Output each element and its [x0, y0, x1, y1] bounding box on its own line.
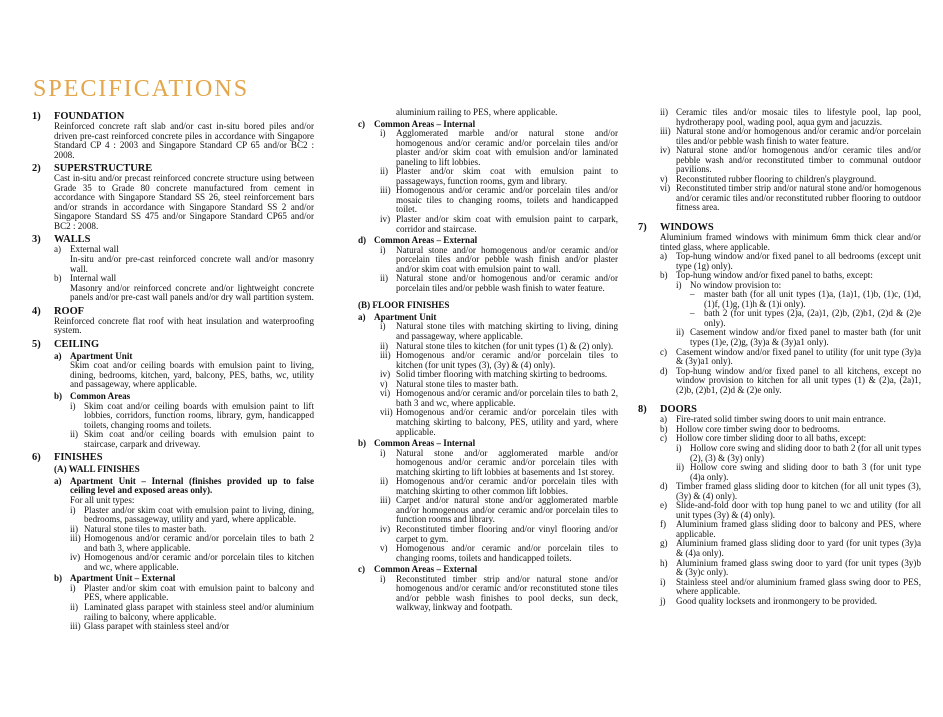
spec-text: Ceramic tiles and/or mosaic tiles to lifestyle pool, lap pool, hydrotherapy pool, wading pool, aqua gym and jacuzzis.: [676, 107, 921, 127]
list-marker: c): [358, 118, 366, 129]
spec-text: Natural stone tiles to master bath.: [396, 378, 519, 389]
spec-text: (B) FLOOR FINISHES: [358, 300, 450, 311]
list-marker: a): [660, 251, 668, 262]
spec-text: Hollow core swing and sliding door to bath 3 (for unit type (4)a only).: [690, 462, 921, 482]
spec-list-item: [638, 463, 921, 482]
spec-text: Reconstituted timber strip and/or natural stone and/or homogenous and/or ceramic and/or reconstituted stone tiles and/or pebble wash finishes to pool decks, sun deck, walkway, linkway and footpath.: [396, 573, 618, 613]
spec-paragraph: [32, 284, 314, 303]
spec-text: For all unit types:: [70, 494, 135, 505]
spec-text: Apartment Unit – Internal (finishes provided up to false ceiling level and exposed areas only).: [70, 475, 314, 496]
spec-list-item: [32, 430, 314, 449]
spec-list-item: [358, 274, 618, 293]
spec-paragraph: [32, 317, 314, 336]
list-marker: c): [660, 433, 668, 444]
list-marker: ii): [70, 523, 79, 534]
spec-list-item: [358, 544, 618, 563]
spec-list-item: [638, 482, 921, 501]
spec-list-item: [638, 501, 921, 520]
list-marker: iv): [70, 552, 81, 563]
spec-paragraph: [32, 361, 314, 390]
spec-list-item: [638, 597, 921, 607]
spec-list-item: [32, 534, 314, 553]
spec-list-item: [638, 328, 921, 347]
spec-text: Reinforced concrete raft slab and/or cast in-situ bored piles and/or driven pre-cast reinforced concrete piles in accordance with Singapore Standard CP 4 : 2003 and Singapore Standard CP 65 and/or BC2 : 2008.: [54, 121, 314, 160]
spec-list-item: [358, 496, 618, 525]
spec-text: Casement window and/or fixed panel to master bath (for unit types (1)e, (2)g, (3y)a & (3y)a1 only).: [690, 327, 921, 348]
spec-list-item: [32, 506, 314, 525]
list-marker: b): [358, 438, 367, 449]
list-marker: h): [660, 557, 668, 568]
spec-list-item: [638, 108, 921, 127]
spec-list-item: [358, 186, 618, 215]
section-number: 4): [32, 305, 41, 317]
spec-text: Internal wall: [70, 273, 117, 284]
list-marker: i): [380, 128, 386, 139]
spec-text: Natural stone and/or agglomerated marble and/or homogenous and/or ceramic and/or porcelain tiles with matching skirting to lift lobbies at basements and 1st storey.: [396, 447, 618, 477]
spec-text: External wall: [70, 244, 119, 255]
list-marker: d): [660, 365, 668, 376]
list-marker: v): [660, 173, 668, 184]
list-marker: b): [54, 573, 63, 584]
section-heading: [32, 452, 314, 463]
spec-text: Reconstituted rubber flooring to children's playground.: [676, 173, 877, 184]
list-marker: i): [380, 244, 386, 255]
spec-column-3: [638, 108, 921, 606]
spec-text: master bath (for all unit types (1)a, (1a)1, (1)b, (1)c, (1)d, (1)f, (1)g, (1)h & (1)i only).: [704, 289, 921, 309]
spec-text: aluminium railing to PES, where applicable.: [396, 107, 558, 117]
spec-text: Natural stone and/or homogenous and/or ceramic and/or porcelain tiles and/or pebble wash finish and/or plaster and/or skim coat with emulsion paint to wall.: [396, 244, 618, 274]
list-marker: a): [660, 414, 668, 425]
list-marker: i): [380, 573, 386, 584]
spec-text: Agglomerated marble and/or natural stone and/or homogenous and/or ceramic and/or porcelain tiles and/or plaster and/or skim coat with emulsion and/or laminated paneling to lift lobbies.: [396, 128, 618, 167]
spec-text: (A) WALL FINISHES: [54, 464, 140, 475]
spec-text: Plaster and/or skim coat with emulsion paint to living, dining, bedrooms, passageway, utility and yard, where applicable.: [84, 504, 314, 525]
spec-list-item: [358, 408, 618, 437]
spec-column-1: [32, 108, 314, 632]
spec-text: Fire-rated solid timber swing doors to unit main entrance.: [676, 414, 886, 425]
list-marker: c): [660, 346, 668, 357]
spec-list-item: [32, 402, 314, 431]
list-marker: vii): [380, 407, 393, 418]
spec-paragraph: [32, 255, 314, 274]
spec-text: Homogenous and/or ceramic and/or porcelain tiles to kitchen and wc, where applicable.: [84, 552, 314, 572]
spec-text: bath 2 (for unit types (2)a, (2a)1, (2)b, (2)b1, (2)d & (2)e only).: [704, 308, 921, 328]
list-marker: ii): [380, 273, 389, 284]
spec-text: Masonry and/or reinforced concrete and/or lightweight concrete panels and/or pre-cast wall panels and/or dry wall partition system.: [70, 282, 314, 303]
section-title: FINISHES: [54, 452, 103, 464]
list-marker: a): [54, 475, 62, 486]
list-marker: ii): [676, 462, 685, 473]
spec-list-item: [358, 129, 618, 167]
spacer: [638, 395, 921, 401]
spec-list-item: [358, 575, 618, 613]
spec-list-item: [358, 525, 618, 544]
spec-text: Natural stone tiles with matching skirting to living, dining and passageway, where applicable.: [396, 321, 618, 342]
list-marker: i): [70, 400, 76, 411]
section-number: 5): [32, 338, 41, 350]
list-marker: v): [380, 543, 388, 554]
section-title: ROOF: [54, 305, 85, 317]
spec-list-item: [638, 539, 921, 558]
section-title: WINDOWS: [660, 222, 714, 234]
spec-list-item: [638, 578, 921, 597]
spec-list-item: [358, 167, 618, 186]
spec-text: Common Areas: [70, 391, 131, 402]
section-title: FOUNDATION: [54, 111, 125, 122]
list-marker: d): [660, 481, 668, 492]
spec-text: Common Areas – Internal: [374, 118, 476, 129]
list-marker: iv): [660, 145, 671, 156]
spec-list-item: [638, 127, 921, 146]
list-marker: b): [54, 391, 63, 402]
section-title: DOORS: [660, 404, 697, 416]
spec-text: Skim coat and/or ceiling boards with emulsion paint to staircase, carpark and driveway.: [84, 429, 314, 449]
spec-text: Casement window and/or fixed panel to utility (for unit type (3y)a & (3y)a1 only).: [676, 346, 921, 367]
list-marker: ii): [70, 601, 79, 612]
spec-text: Top-hung window and/or fixed panel to all bedrooms (except unit type (1g) only).: [676, 251, 921, 271]
spec-list-item: [32, 553, 314, 572]
spec-text: Homogenous and/or ceramic and/or porcelain tiles to changing rooms, toilets and handicapped toilets.: [396, 543, 618, 563]
spec-list-item: [638, 184, 921, 213]
list-marker: –: [690, 289, 695, 300]
section-number: 7): [638, 222, 647, 234]
spec-text: In-situ and/or pre-cast reinforced concrete wall and/or masonry wall.: [70, 254, 314, 274]
spec-text: Skim coat and/or ceiling boards with emulsion paint to living, dining, bedrooms, kitchen, yard, balcony, PES, baths, wc, utility and passageway, where applicable.: [70, 360, 314, 390]
subsection-heading: [32, 465, 314, 475]
spec-text: Solid timber flooring with matching skirting to bedrooms.: [396, 369, 608, 380]
spec-list-item: [638, 348, 921, 367]
list-marker: iv): [380, 369, 391, 380]
list-marker: i): [676, 279, 682, 290]
spec-list-item: [638, 559, 921, 578]
spec-text: Hollow core timber sliding door to all baths, except:: [676, 433, 867, 444]
spacer: [638, 213, 921, 219]
list-marker: iii): [380, 495, 391, 506]
spec-text: Aluminium framed glass sliding door to yard (for unit types (3y)a & (4)a only).: [676, 538, 921, 558]
spacer: [358, 293, 618, 299]
spec-text: Glass parapet with stainless steel and/or: [84, 621, 230, 632]
list-marker: iii): [380, 185, 391, 196]
list-marker: i): [380, 447, 386, 458]
section-heading: [32, 339, 314, 350]
spec-paragraph: [32, 174, 314, 231]
spec-list-item: [32, 603, 314, 622]
spec-list-item: [32, 622, 314, 632]
spec-text: Skim coat and/or ceiling boards with emulsion paint to lift lobbies, corridors, function rooms, library, gym, handicapped toilets, changing rooms and toilets.: [84, 400, 314, 430]
section-title: CEILING: [54, 338, 100, 350]
list-marker: b): [54, 273, 62, 284]
spec-text: Apartment Unit: [374, 311, 437, 322]
list-marker: iii): [70, 533, 81, 544]
list-marker: vi): [660, 183, 671, 194]
spec-paragraph: [638, 233, 921, 252]
list-marker: ii): [380, 340, 389, 351]
spec-list-item: [358, 477, 618, 496]
spec-text: Carpet and/or natural stone and/or agglomerated marble and/or homogenous and/or ceramic and/or porcelain tiles to function rooms and library.: [396, 495, 618, 525]
spec-column-2: [358, 108, 618, 613]
spec-text: Homogenous and/or ceramic and/or porcelain tiles and/or mosaic tiles to changing rooms, toilets and handicapped toilet.: [396, 185, 618, 215]
spec-list-item: [358, 351, 618, 370]
list-marker: iii): [70, 621, 81, 632]
list-marker: ii): [380, 166, 389, 177]
subsection-heading: [358, 301, 618, 311]
list-marker: iii): [660, 126, 671, 137]
spec-text: Timber framed glass sliding door to kitchen (for all unit types (3), (3y) & (4) only).: [676, 481, 921, 501]
list-marker: iv): [380, 523, 391, 534]
section-number: 3): [32, 234, 41, 246]
spec-text: Apartment Unit: [70, 350, 133, 361]
spec-list-item: [638, 309, 921, 328]
section-number: 8): [638, 404, 647, 416]
section-title: WALLS: [54, 234, 91, 246]
spec-text: Hollow core timber swing door to bedrooms.: [676, 423, 840, 434]
spec-paragraph: [32, 122, 314, 160]
list-marker: i): [660, 576, 666, 587]
spec-text: Common Areas – Internal: [374, 438, 476, 449]
list-marker: –: [690, 308, 695, 319]
spec-list-item: [638, 520, 921, 539]
list-marker: b): [660, 270, 668, 281]
spec-text: Homogenous and/or ceramic and/or porcelain tiles to bath 2, bath 3 and wc, where applicable.: [396, 388, 618, 408]
spec-text: Common Areas – External: [374, 564, 478, 575]
list-marker: ii): [660, 107, 669, 117]
list-marker: ii): [380, 476, 389, 487]
spec-text: Natural stone tiles to master bath.: [84, 523, 207, 534]
list-marker: i): [676, 442, 682, 453]
spec-text: Good quality locksets and ironmongery to be provided.: [676, 595, 878, 606]
list-marker: a): [358, 311, 366, 322]
spec-text: Homogenous and/or ceramic and/or porcelain tiles to bath 2 and bath 3, where applicable.: [84, 533, 314, 553]
spec-list-item: [358, 246, 618, 275]
section-title: SUPERSTRUCTURE: [54, 163, 153, 175]
spec-list-item: [638, 367, 921, 396]
spec-text: Homogenous and/or ceramic and/or porcelain tiles with matching skirting to balcony, PES, utility and yard, where applicable.: [396, 407, 618, 437]
section-number: 6): [32, 452, 41, 464]
spec-text: Aluminium framed glass swing door to yard (for unit types (3y)b & (3y)c only).: [676, 557, 921, 578]
list-marker: i): [70, 582, 76, 593]
spec-text: Homogenous and/or ceramic and/or porcelain tiles to kitchen (for unit types (3), (3y) & (4) only).: [396, 350, 618, 370]
list-marker: e): [660, 500, 668, 511]
spec-text: Top-hung window and/or fixed panel to all kitchens, except no window provision to kitchen for all unit types (1) & (2)a, (2a)1, (2)b, (2)b1, (2)d & (2)e only.: [676, 365, 921, 395]
section-number: 2): [32, 163, 41, 175]
list-marker: b): [660, 423, 668, 434]
spec-paragraph: [358, 108, 618, 118]
spec-text: Slide-and-fold door with top hung panel to wc and utility (for all unit types (3y) & (4) only).: [676, 500, 921, 520]
spec-list-item: [638, 252, 921, 271]
spec-list-item: [358, 215, 618, 234]
spec-text: Natural stone and/or homogenous and/or ceramic and/or porcelain tiles and/or pebble wash finish to water feature.: [676, 126, 921, 146]
list-marker: i): [70, 504, 76, 515]
spec-text: Common Areas – External: [374, 235, 478, 246]
spec-text: Homogenous and/or ceramic and/or porcelain tiles with matching skirting to other common lift lobbies.: [396, 476, 618, 496]
list-marker: j): [660, 595, 666, 606]
spec-text: Plaster and/or skim coat with emulsion paint to balcony and PES, where applicable.: [84, 582, 314, 603]
spec-text: Cast in-situ and/or precast reinforced concrete structure using between Grade 35 to Grade 80 concrete manufactured from cement in accordance with Singapore Standard SS 26, steel reinforcement bars and/or strands in accordance with Singapore Standard SS 2 and/or Singapore Standard SS 475 and/or Singapore Standard CP65 and/or BC2 : 2008.: [54, 173, 314, 231]
spec-text: Aluminium framed glass sliding door to balcony and PES, where applicable.: [676, 519, 921, 539]
spec-text: Reconstituted timber strip and/or natural stone and/or homogenous and/or ceramic tiles and/or reconstituted rubber flooring to outdoor fitness area.: [676, 183, 921, 213]
list-marker: v): [380, 378, 388, 389]
spec-text: Stainless steel and/or aluminium framed glass swing door to PES, where applicable.: [676, 576, 921, 597]
spec-list-item: [638, 146, 921, 175]
list-marker: c): [358, 564, 366, 575]
spec-list-item: [638, 290, 921, 309]
spec-text: Natural stone and/or homogenous and/or ceramic and/or porcelain tiles and/or pebble wash finish to water feature.: [396, 273, 618, 293]
spec-text: Top-hung window and/or fixed panel to baths, except:: [676, 270, 873, 281]
spec-text: Plaster and/or skim coat with emulsion paint to passageways, function rooms, gym and library.: [396, 166, 618, 186]
section-number: 1): [32, 111, 41, 122]
spec-text: No window provision to:: [690, 279, 782, 290]
spec-text: Plaster and/or skim coat with emulsion paint to carpark, corridor and staircase.: [396, 214, 618, 234]
spec-list-item: [358, 389, 618, 408]
list-marker: a): [54, 244, 62, 255]
list-marker: d): [358, 235, 367, 246]
list-marker: iii): [380, 350, 391, 361]
spec-text: Natural stone tiles to kitchen (for unit types (1) & (2) only).: [396, 340, 614, 351]
spec-list-item: [32, 584, 314, 603]
list-marker: f): [660, 519, 667, 530]
list-marker: vi): [380, 388, 391, 399]
list-marker: i): [380, 321, 386, 332]
spec-text: Reconstituted timber flooring and/or vinyl flooring and/or carpet to gym.: [396, 523, 618, 544]
list-marker: g): [660, 538, 668, 549]
page-title: SPECIFICATIONS: [33, 76, 250, 102]
spec-text: Natural stone and/or homogenous and/or ceramic tiles and/or pebble wash and/or reconstituted timber to communal outdoor pavilions.: [676, 145, 921, 175]
spec-list-item: [358, 449, 618, 478]
spec-text: Reinforced concrete flat roof with heat insulation and waterproofing system.: [54, 315, 314, 336]
list-marker: ii): [70, 429, 79, 440]
spec-list-item: [638, 444, 921, 463]
spec-text: Laminated glass parapet with stainless steel and/or aluminium railing to balcony, where applicable.: [84, 601, 314, 622]
spec-list-item: [358, 322, 618, 341]
list-marker: a): [54, 350, 62, 361]
spec-text: Aluminium framed windows with minimum 6mm thick clear and/or tinted glass, where applicable.: [660, 232, 921, 252]
spec-text: Apartment Unit – External: [70, 573, 176, 584]
subsection-heading: [32, 477, 314, 496]
list-marker: ii): [676, 327, 685, 338]
spec-text: Hollow core swing and sliding door to bath 2 (for all unit types (2), (3) & (3y) only): [690, 442, 921, 463]
list-marker: iv): [380, 214, 391, 225]
